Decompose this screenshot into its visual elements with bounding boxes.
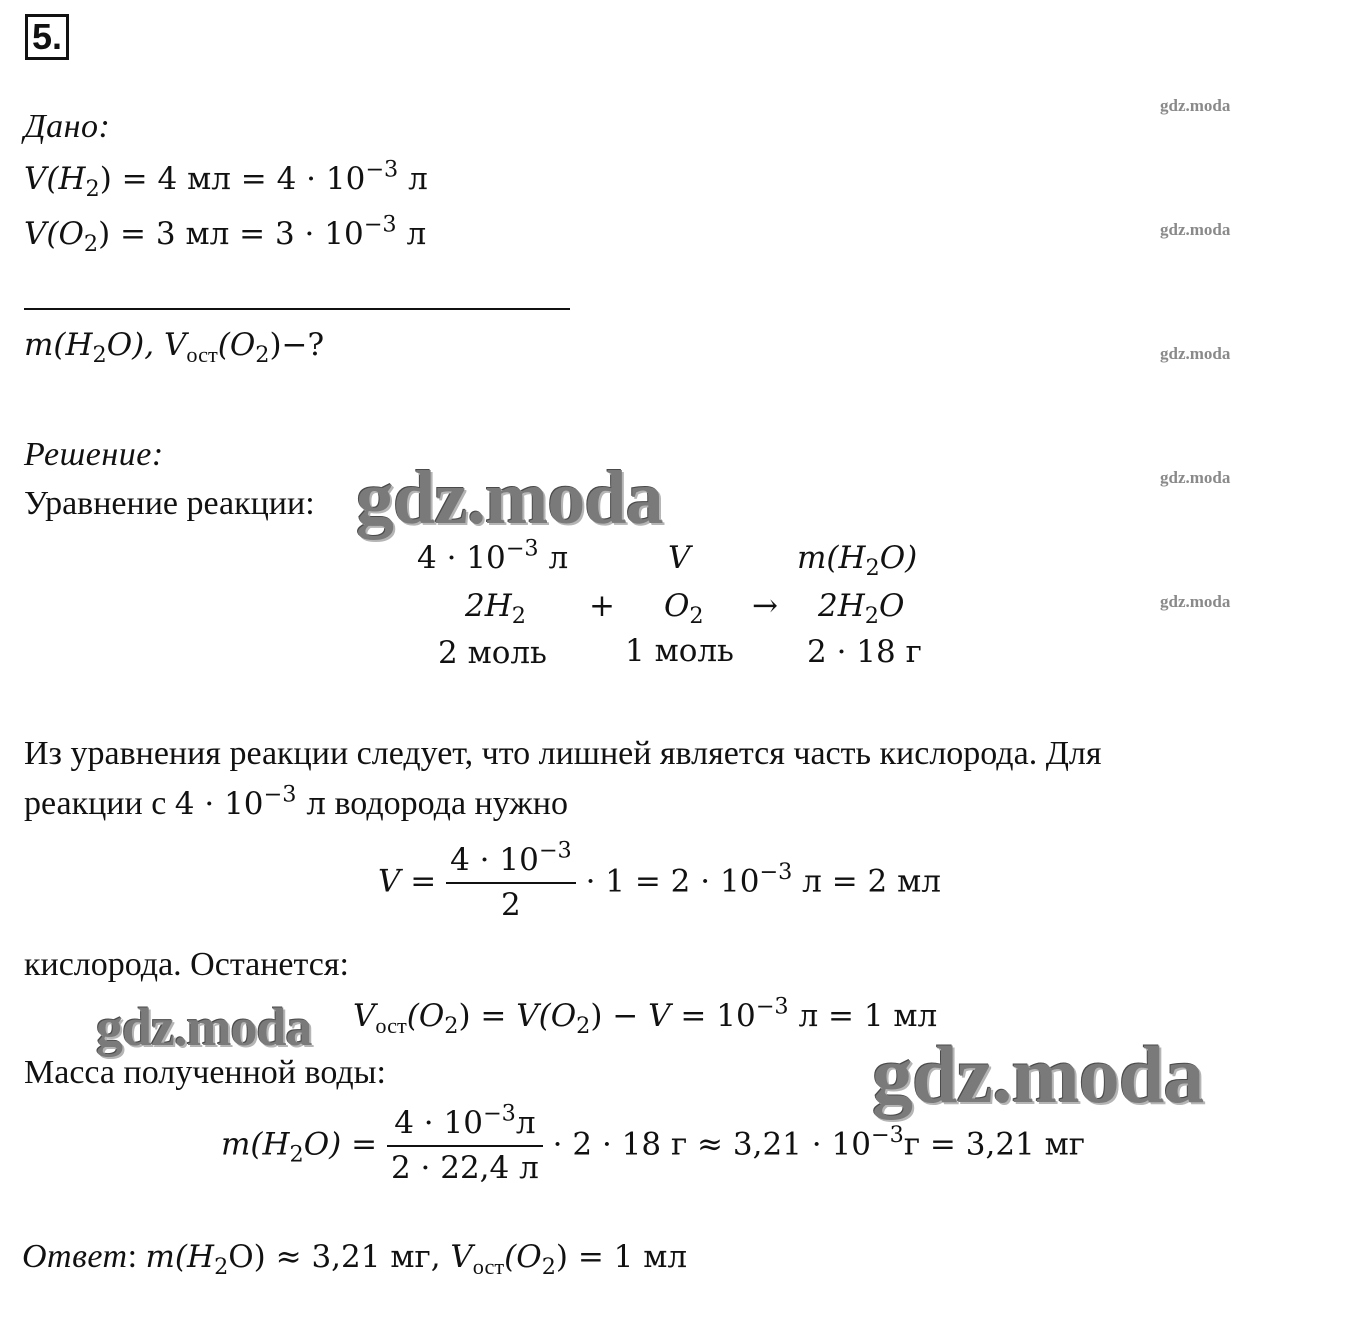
watermark-small: gdz.moda xyxy=(1160,468,1231,487)
fraction-water-mass: $\frac{4 \cdot 10^{-3}л}{2 \cdot 22,4 л}$ xyxy=(387,1108,543,1184)
reaction-top-h2o: $m(H_2O)$ xyxy=(797,540,918,582)
watermark-small: gdz.moda xyxy=(1160,96,1231,115)
formula-volume-o2: V = $\frac{4 \cdot 10^{-3}}{2}$ · $1 = 2 \cdot 10^{-3}$ л = 2 мл xyxy=(378,837,941,923)
reaction-bottom-o2: 1 моль xyxy=(625,633,734,669)
find-line: $m(H_2O)$, $V_{ост}(O_2)-$? xyxy=(24,327,325,369)
reaction-h2o: $2H_2O$ xyxy=(818,588,905,630)
watermark-small: gdz.moda xyxy=(1160,592,1231,611)
reaction-bottom-h2: 2 моль xyxy=(438,635,547,671)
reaction-h2: $2H_2$ xyxy=(465,588,526,630)
reaction-plus: + xyxy=(589,588,615,624)
answer-label: Ответ xyxy=(22,1238,128,1275)
reaction-o2: $O_2$ xyxy=(664,588,704,630)
paragraph-water-mass: Масса полученной воды: xyxy=(24,1054,386,1091)
watermark-big: gdz.moda xyxy=(872,1029,1204,1120)
given-line-o2: $V(O_2) = 3$ мл = $3 \cdot 10^{-3}$ л xyxy=(24,211,427,258)
solution-header: Решение: xyxy=(24,436,164,473)
paragraph-remains: кислорода. Останется: xyxy=(24,946,349,983)
watermark-small: gdz.moda xyxy=(1160,344,1231,363)
formula-water-mass: $m(H_2O)$ = $\frac{4 \cdot 10^{-3}л}{2 \cdot 22,4 л}$ · 2 · 18 $г \approx 3,21 \cdot 10^{-3}г = 3,21$ мг xyxy=(221,1100,1085,1186)
problem-number: 5. xyxy=(25,14,69,60)
answer-line: Ответ: $m(H_2O) \approx 3,21$ мг, $V_{ост}(O_2) = 1$ мл xyxy=(22,1238,688,1281)
given-divider xyxy=(24,308,570,310)
reaction-bottom-h2o: 2 · 18 г xyxy=(807,634,922,670)
watermark-small: gdz.moda xyxy=(1160,220,1231,239)
watermark-big: gdz.moda xyxy=(356,456,663,540)
equation-label: Уравнение реакции: xyxy=(24,485,315,522)
paragraph-excess: Из уравнения реакции следует, что лишней является часть кислорода. Для xyxy=(24,735,1102,772)
reaction-arrow: → xyxy=(752,588,778,624)
formula-remaining-o2: $V_{ост}(O_2) = V(O_2) - V = 10^{-3}$ л = 1 мл xyxy=(353,993,938,1040)
reaction-top-h2: $4 \cdot 10^{-3}$ л xyxy=(417,535,569,576)
reaction-top-o2: V xyxy=(668,540,691,576)
paragraph-reaction: реакции с $4 \cdot 10^{-3}$ л водорода нужно xyxy=(24,781,568,822)
watermark-medium: gdz.moda xyxy=(96,997,312,1057)
h2-formula: ($H_2$ xyxy=(46,161,100,203)
given-line-h2: $V(H_2) = 4$ мл = $4 \cdot 10^{-3}$ л xyxy=(24,156,428,203)
fraction-volume: $\frac{4 \cdot 10^{-3}}{2}$ xyxy=(446,845,576,921)
given-header: Дано: xyxy=(24,108,111,145)
